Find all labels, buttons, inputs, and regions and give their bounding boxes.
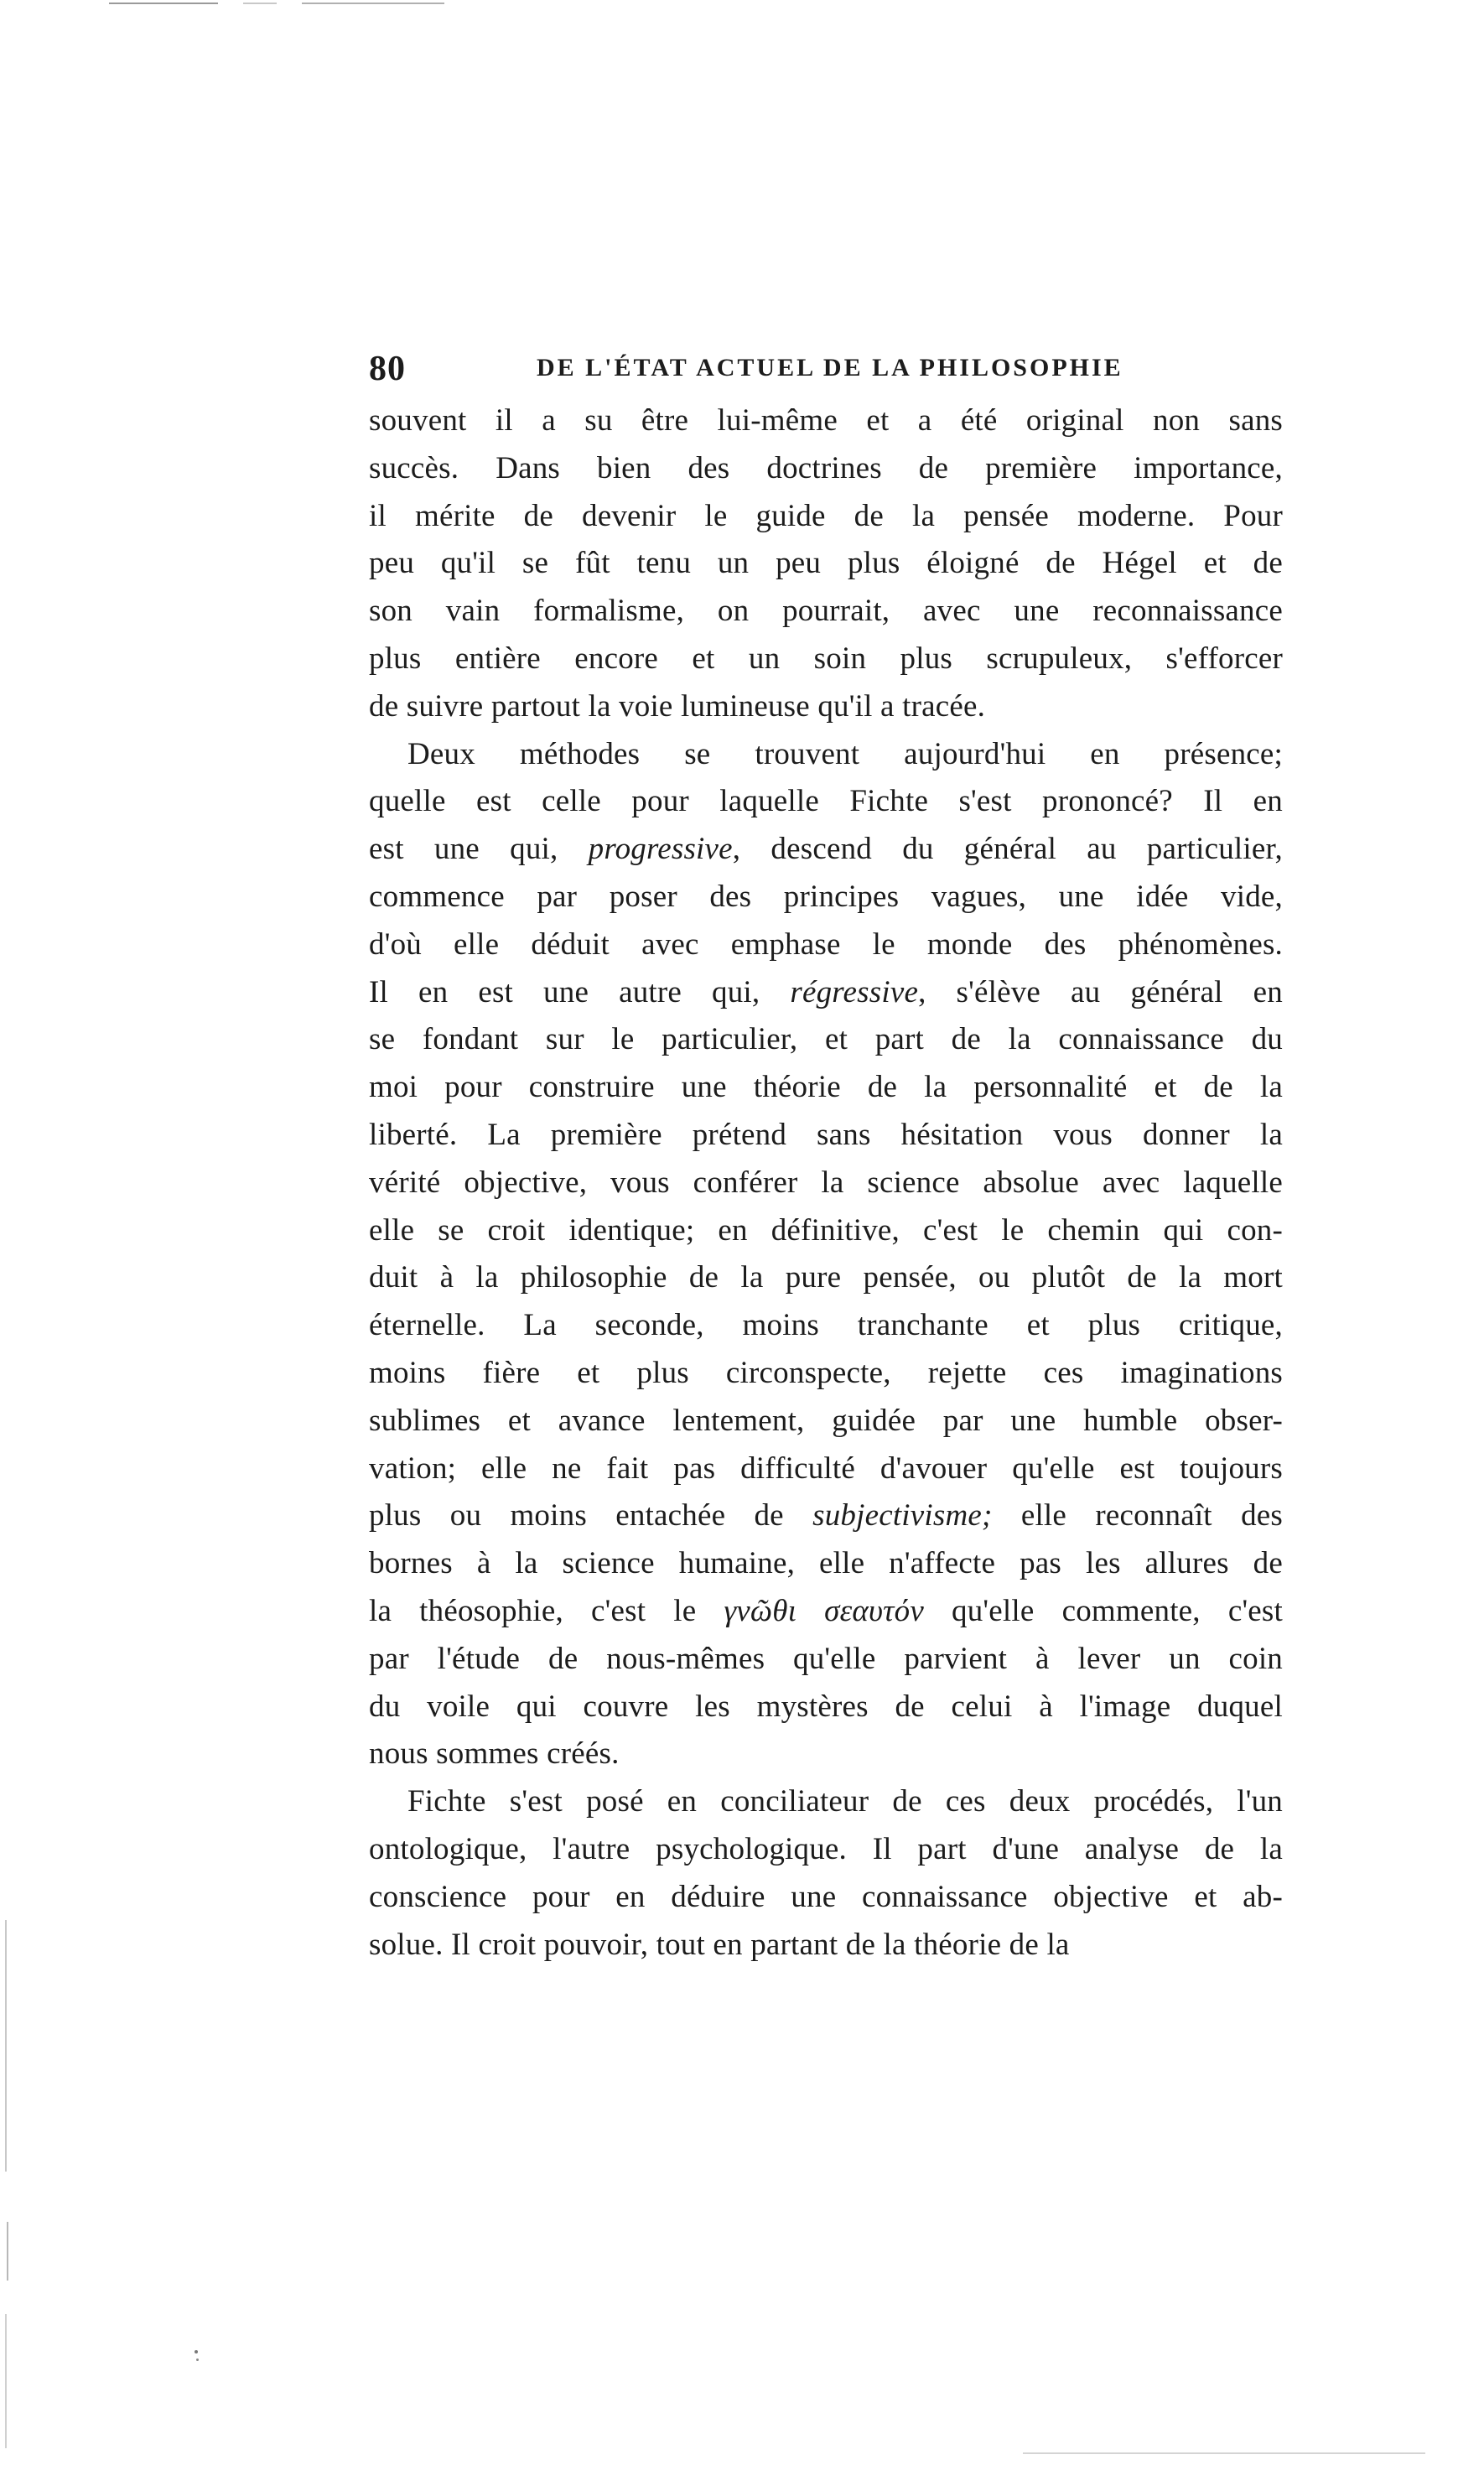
text-line: Il en est une autre qui, régressive, s'élève au général en: [369, 974, 1283, 1009]
text-line: conscience pour en déduire une connaissance objective et ab-: [369, 1879, 1283, 1914]
text-line: elle se croit identique; en définitive, c'est le chemin qui con-: [369, 1212, 1283, 1248]
body-text: [369, 397, 1283, 1969]
text-line: souvent il a su être lui-même et a été original non sans: [369, 403, 1283, 438]
text-line: se fondant sur le particulier, et part de la connaissance du: [369, 1022, 1283, 1057]
text-line: bornes à la science humaine, elle n'affecte pas les allures de: [369, 1546, 1283, 1581]
text-line: moins fière et plus circonspecte, rejette ces imaginations: [369, 1355, 1283, 1390]
scan-artifact-left-edge: [5, 2314, 7, 2448]
text-line: duit à la philosophie de la pure pensée, ou plutôt de la mort: [369, 1260, 1283, 1295]
scan-artifact-speck: [195, 2350, 198, 2353]
text-line: peu qu'il se fût tenu un peu plus éloigné de Hégel et de: [369, 546, 1283, 581]
text-line: plus ou moins entachée de subjectivisme; elle reconnaît des: [369, 1498, 1283, 1533]
text-line: la théosophie, c'est le γνῶθι σεαυτόν qu'elle commente, c'est: [369, 1593, 1284, 1628]
text-line: Deux méthodes se trouvent aujourd'hui en présence;: [407, 736, 1283, 771]
text-line: moi pour construire une théorie de la personnalité et de la: [369, 1070, 1283, 1105]
scan-artifact-top-line: [243, 3, 277, 4]
text-line: son vain formalisme, on pourrait, avec une reconnaissance: [369, 594, 1283, 629]
text-line: par l'étude de nous-mêmes qu'elle parvient à lever un coin: [369, 1641, 1283, 1676]
italic-term: progressive: [588, 832, 733, 867]
text-line: est une qui, progressive, descend du général au particulier,: [369, 832, 1283, 867]
running-title: DE L'ÉTAT ACTUEL DE LA PHILOSOPHIE: [537, 354, 1123, 381]
italic-term: γνῶθι σεαυτόν: [724, 1593, 924, 1628]
text-line: vérité objective, vous conférer la science absolue avec laquelle: [369, 1165, 1283, 1200]
text-line: éternelle. La seconde, moins tranchante et plus critique,: [369, 1308, 1283, 1343]
page-number: 80: [369, 350, 406, 388]
text-line: ontologique, l'autre psychologique. Il part d'une analyse de la: [369, 1831, 1283, 1866]
text-line: nous sommes créés.: [369, 1736, 620, 1772]
scan-artifact-top-line: [302, 3, 444, 4]
scan-artifact-top-line: [109, 3, 218, 4]
paragraph: [369, 397, 1283, 731]
text-line: liberté. La première prétend sans hésitation vous donner la: [369, 1117, 1283, 1152]
scan-artifact-speck: [196, 2359, 199, 2361]
text-line: plus entière encore et un soin plus scrupuleux, s'efforcer: [369, 641, 1283, 676]
text-line: commence par poser des principes vagues, une idée vide,: [369, 879, 1283, 914]
paragraph: [369, 731, 1283, 1779]
text-line: il mérite de devenir le guide de la pensée moderne. Pour: [369, 498, 1283, 533]
scan-artifact-left-edge: [5, 1920, 7, 2172]
text-line: quelle est celle pour laquelle Fichte s'est prononcé? Il en: [369, 784, 1283, 819]
text-line: Fichte s'est posé en conciliateur de ces deux procédés, l'un: [407, 1784, 1283, 1819]
paragraph: [369, 1778, 1283, 1969]
text-line: de suivre partout la voie lumineuse qu'il a tracée.: [369, 688, 986, 724]
text-line: sublimes et avance lentement, guidée par une humble obser-: [369, 1403, 1283, 1438]
text-line: vation; elle ne fait pas difficulté d'avouer qu'elle est toujours: [369, 1450, 1283, 1486]
scan-artifact-left-edge: [7, 2222, 8, 2281]
text-line: solue. Il croit pouvoir, tout en partant de la théorie de la: [369, 1927, 1070, 1962]
italic-term: régressive: [790, 974, 919, 1009]
italic-term: subjectivisme;: [812, 1498, 993, 1533]
running-head: [369, 342, 1291, 392]
scan-artifact-bottom-line: [1023, 2452, 1425, 2454]
text-line: du voile qui couvre les mystères de celui à l'image duquel: [369, 1689, 1283, 1724]
text-line: d'où elle déduit avec emphase le monde des phénomènes.: [369, 926, 1283, 962]
text-line: succès. Dans bien des doctrines de première importance,: [369, 450, 1283, 485]
